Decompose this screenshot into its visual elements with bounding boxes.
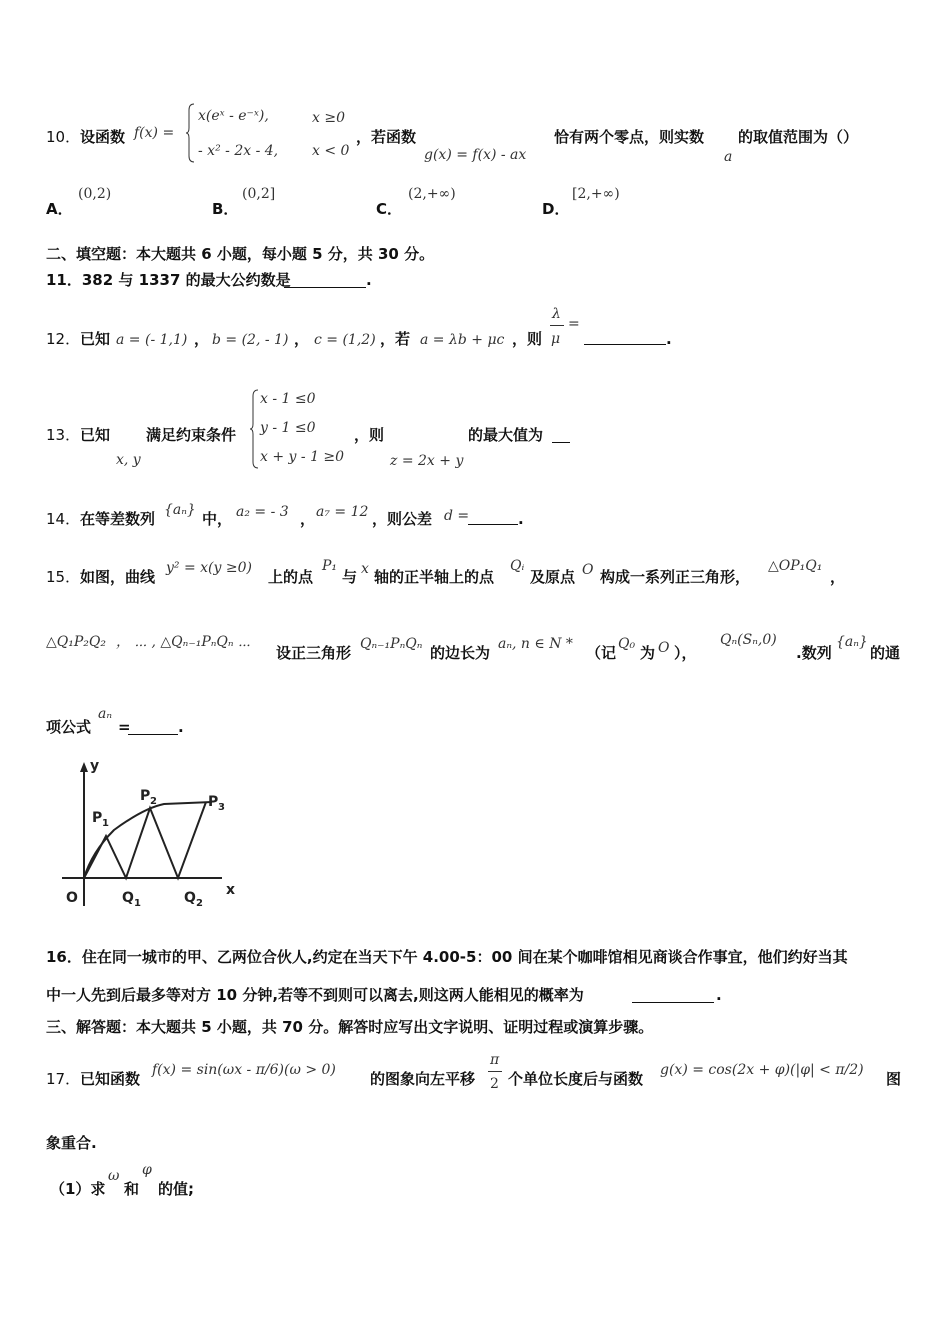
q17-part-1: （1）求 bbox=[50, 1180, 106, 1198]
q12-number: 12． bbox=[46, 330, 81, 348]
q13-constraint-3: x + y - 1 ≥0 bbox=[260, 449, 345, 465]
section-3-heading: 三、解答题：本大题共 5 小题，共 70 分。解答时应写出文字说明、证明过程或演算步骤。 bbox=[46, 1018, 654, 1036]
q15-number: 15． bbox=[46, 568, 81, 586]
q10-text-1: 设函数 bbox=[80, 128, 126, 146]
q13-text-1: 已知 bbox=[80, 426, 111, 444]
q17-f: f(x) = sin(ωx - π/6)(ω > 0) bbox=[152, 1062, 336, 1078]
q15-text-3: 与 bbox=[342, 568, 358, 586]
q10-fx: f(x) = bbox=[134, 125, 175, 141]
q10-option-c-value: (2,+∞) bbox=[408, 186, 456, 202]
figure-label-x: x bbox=[226, 882, 236, 898]
q14-comma: ， bbox=[300, 510, 316, 528]
q13-xy: x, y bbox=[116, 452, 141, 468]
q15-end: . bbox=[178, 718, 184, 736]
q17-pi: π bbox=[490, 1052, 500, 1068]
q12-text-2: ，若 bbox=[380, 330, 411, 348]
q12-c-eq: c = (1,2) bbox=[314, 332, 376, 348]
q10-option-b-value: (0,2] bbox=[242, 186, 276, 202]
q15-o: O bbox=[582, 562, 594, 578]
q13-text-3: ，则 bbox=[354, 426, 385, 444]
q15-triangle-1: △OP₁Q₁ bbox=[768, 558, 823, 574]
q13-answer-blank[interactable] bbox=[552, 428, 570, 443]
q16-answer-blank[interactable] bbox=[632, 988, 714, 1003]
q16-line-2: 中一人先到后最多等对方 10 分钟,若等不到则可以离去,则这两人能相见的概率为 bbox=[46, 986, 584, 1004]
figure-y-arrow bbox=[80, 762, 88, 772]
section-2-heading: 二、填空题：本大题共 6 小题，每小题 5 分，共 30 分。 bbox=[46, 245, 435, 263]
q10-case2: - x² - 2x - 4, bbox=[198, 143, 279, 159]
q13-constraint-1: x - 1 ≤0 bbox=[260, 391, 316, 407]
q15-text-7: 设正三角形 bbox=[276, 644, 352, 662]
q15-text-8: 的边长为 bbox=[430, 644, 491, 662]
figure-label-q2-sub: 2 bbox=[196, 898, 203, 909]
q15-text-11: ）， bbox=[674, 644, 697, 662]
q17-phi: φ bbox=[142, 1162, 152, 1178]
q10-cond1: x ≥0 bbox=[312, 110, 345, 126]
q17-two: 2 bbox=[490, 1076, 499, 1092]
q13-text-2: 满足约束条件 bbox=[146, 426, 237, 444]
q13-number: 13． bbox=[46, 426, 81, 444]
q15-p1: P₁ bbox=[322, 558, 338, 574]
q15-text-2: 上的点 bbox=[268, 568, 314, 586]
q15-text-14: 项公式 bbox=[46, 718, 92, 736]
q17-number: 17． bbox=[46, 1070, 81, 1088]
q15-q0: Q₀ bbox=[618, 636, 636, 652]
q12-fraction-bar bbox=[550, 325, 564, 326]
q15-qi: Qᵢ bbox=[510, 558, 525, 574]
q10-option-d-value: [2,+∞) bbox=[572, 186, 620, 202]
figure-label-p2-sub: 2 bbox=[150, 796, 157, 807]
q15-text-13: 的通 bbox=[870, 644, 901, 662]
q12-expression: a = λb + μc bbox=[420, 332, 505, 348]
q12-end: . bbox=[666, 330, 672, 348]
q10-text-4: 的取值范围为（） bbox=[738, 128, 859, 146]
figure-label-q1-sub: 1 bbox=[134, 898, 141, 909]
q17-text-2: 的图象向左平移 bbox=[370, 1070, 476, 1088]
q15-x: x bbox=[361, 561, 369, 577]
q10-number: 10． bbox=[46, 128, 81, 146]
q10-cond2: x < 0 bbox=[312, 143, 350, 159]
q17-and: 和 bbox=[124, 1180, 140, 1198]
figure-label-p2: P bbox=[140, 788, 151, 804]
q14-text-3: ，则公差 bbox=[372, 510, 433, 528]
q15-answer-blank[interactable] bbox=[128, 720, 178, 735]
q17-part-1-end: 的值; bbox=[158, 1180, 194, 1198]
q14-d: d = bbox=[444, 508, 470, 524]
figure-label-q1: Q bbox=[122, 890, 134, 906]
q10-case1: x(eˣ - e⁻ˣ), bbox=[198, 108, 269, 124]
q15-text-15: = bbox=[118, 718, 131, 736]
figure-label-p1-sub: 1 bbox=[102, 818, 109, 829]
figure-triangles bbox=[84, 802, 206, 878]
q17-g: g(x) = cos(2x + φ)(|φ| < π/2) bbox=[660, 1062, 864, 1078]
q10-option-b-label: B． bbox=[212, 200, 239, 218]
q14-text-2: 中， bbox=[202, 510, 233, 528]
q16-end: . bbox=[716, 986, 722, 1004]
q15-an: aₙ bbox=[98, 706, 113, 722]
q14-answer-blank[interactable] bbox=[468, 510, 518, 525]
q14-a2: a₂ = - 3 bbox=[236, 504, 289, 520]
q15-an-condition: aₙ, n ∈ N * bbox=[498, 636, 573, 652]
q13-constraint-2: y - 1 ≤0 bbox=[260, 420, 316, 436]
q10-option-c-label: C． bbox=[376, 200, 403, 218]
q13-text-4: 的最大值为 bbox=[468, 426, 544, 444]
q10-brace bbox=[186, 102, 196, 164]
q10-text-2: ，若函数 bbox=[356, 128, 417, 146]
q12-text-3: ，则 bbox=[512, 330, 543, 348]
q12-lambda: λ bbox=[552, 306, 561, 322]
q12-b-eq: b = (2, - 1) bbox=[212, 332, 289, 348]
figure-label-q2: Q bbox=[184, 890, 196, 906]
q15-curve: y² = x(y ≥0) bbox=[166, 560, 252, 576]
q17-text-4: 图 bbox=[886, 1070, 902, 1088]
q10-text-3: 恰有两个零点，则实数 bbox=[554, 128, 705, 146]
q17-text-1: 已知函数 bbox=[80, 1070, 141, 1088]
figure-label-y: y bbox=[90, 758, 100, 774]
q17-fraction-bar bbox=[488, 1071, 502, 1072]
q14-number: 14． bbox=[46, 510, 81, 528]
q12-comma-2: ， bbox=[294, 330, 310, 348]
q15-sequence: {aₙ} bbox=[836, 634, 868, 650]
q10-a: a bbox=[724, 149, 733, 165]
q10-option-a-value: (0,2) bbox=[78, 186, 112, 202]
q11-text: 11．382 与 1337 的最大公约数是 bbox=[46, 271, 291, 289]
q15-text-6: 构成一系列正三角形， bbox=[600, 568, 751, 586]
q14-a7: a₇ = 12 bbox=[316, 504, 369, 520]
q15-text-10: 为 bbox=[640, 644, 656, 662]
q15-qn: Qₙ(Sₙ,0) bbox=[720, 632, 777, 648]
q12-answer-blank[interactable] bbox=[584, 330, 666, 345]
q13-z: z = 2x + y bbox=[390, 453, 464, 469]
q15-triangle-2: △Q₁P₂Q₂ bbox=[46, 634, 106, 650]
q17-text-5: 象重合. bbox=[46, 1134, 97, 1152]
q17-omega: ω bbox=[108, 1168, 120, 1184]
q11-end: . bbox=[366, 271, 372, 289]
q14-text-1: 在等差数列 bbox=[80, 510, 156, 528]
q15-text-1: 如图，曲线 bbox=[80, 568, 156, 586]
figure-label-p3-sub: 3 bbox=[218, 802, 225, 813]
q14-sequence: {aₙ} bbox=[164, 502, 196, 518]
q10-option-a-label: A． bbox=[46, 200, 73, 218]
figure-label-o: O bbox=[66, 890, 78, 906]
q15-dots: ， ⋯ , △Qₙ₋₁PₙQₙ ⋯ bbox=[116, 634, 251, 650]
q12-text-1: 已知 bbox=[80, 330, 111, 348]
q12-equals: = bbox=[568, 316, 580, 332]
q15-text-9: （记 bbox=[586, 644, 617, 662]
q15-comma: ， bbox=[830, 568, 846, 586]
q15-figure bbox=[54, 756, 264, 916]
q12-a-eq: a = (- 1,1) bbox=[116, 332, 188, 348]
q12-comma-1: ， bbox=[194, 330, 210, 348]
q10-gx: g(x) = f(x) - ax bbox=[424, 147, 527, 163]
figure-label-p3: P bbox=[208, 794, 219, 810]
q15-text-12: .数列 bbox=[796, 644, 832, 662]
q10-option-d-label: D． bbox=[542, 200, 570, 218]
q16-line-1: 16．住在同一城市的甲、乙两位合伙人,约定在当天下午 4.00-5：00 间在某个咖啡馆相见商谈合作事宜，他们约好当其 bbox=[46, 948, 848, 966]
q15-text-5: 及原点 bbox=[530, 568, 576, 586]
q12-mu: μ bbox=[551, 331, 561, 347]
q17-text-3: 个单位长度后与函数 bbox=[508, 1070, 644, 1088]
q14-end: . bbox=[518, 510, 524, 528]
q11-answer-blank[interactable] bbox=[284, 273, 366, 288]
q15-o2: O bbox=[658, 640, 670, 656]
q15-triangle-3: Qₙ₋₁PₙQₙ bbox=[360, 636, 423, 652]
q15-text-4: 轴的正半轴上的点 bbox=[374, 568, 495, 586]
figure-label-p1: P bbox=[92, 810, 103, 826]
q13-brace bbox=[250, 388, 260, 470]
